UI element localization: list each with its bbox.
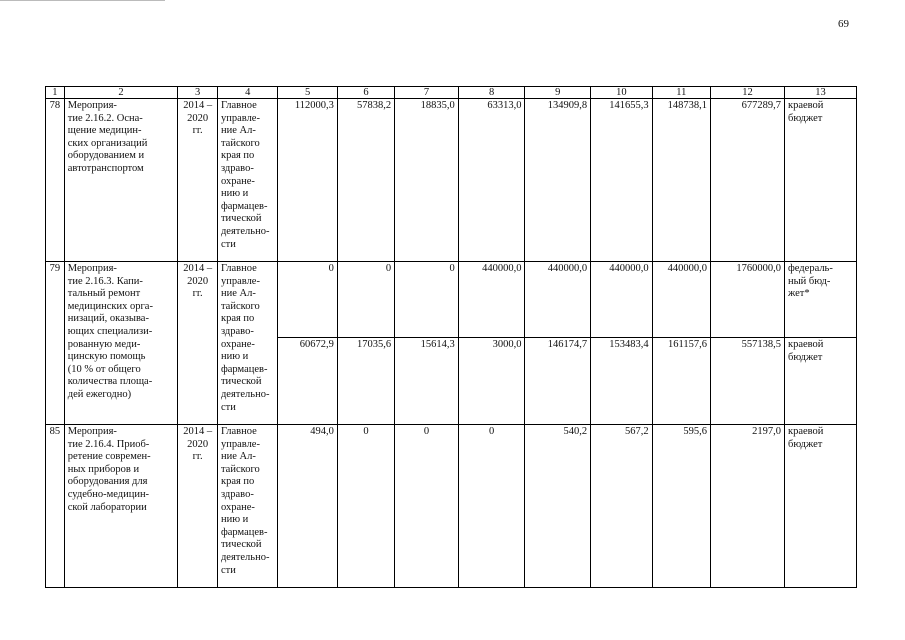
- value-cell: 0: [337, 262, 394, 338]
- value-cell: 141655,3: [591, 99, 653, 262]
- period: 2014 – 2020 гг.: [178, 425, 218, 588]
- column-header: 6: [337, 87, 394, 99]
- value-cell: 161157,6: [652, 338, 710, 425]
- value-cell: 57838,2: [337, 99, 394, 262]
- value-cell: 557138,5: [710, 338, 784, 425]
- row-id: 85: [46, 425, 65, 588]
- row-id: 78: [46, 99, 65, 262]
- funding-source: федераль- ный бюд- жет*: [784, 262, 856, 338]
- value-cell: 153483,4: [591, 338, 653, 425]
- value-cell: 0: [458, 425, 525, 588]
- column-header: 7: [395, 87, 459, 99]
- column-header: 9: [525, 87, 591, 99]
- value-cell: 0: [337, 425, 394, 588]
- column-header: 10: [591, 87, 653, 99]
- period: 2014 – 2020 гг.: [178, 262, 218, 425]
- row-id: 79: [46, 262, 65, 425]
- value-cell: 0: [395, 425, 459, 588]
- value-cell: 567,2: [591, 425, 653, 588]
- budget-table: [45, 86, 857, 588]
- value-cell: 60672,9: [278, 338, 337, 425]
- value-cell: 494,0: [278, 425, 337, 588]
- value-cell: 595,6: [652, 425, 710, 588]
- column-header: 2: [64, 87, 178, 99]
- value-cell: 3000,0: [458, 338, 525, 425]
- value-cell: 134909,8: [525, 99, 591, 262]
- page-number: 69: [838, 18, 849, 30]
- column-header: 12: [710, 87, 784, 99]
- table-row: [46, 425, 857, 588]
- value-cell: 440000,0: [652, 262, 710, 338]
- measure-name: Мероприя- тие 2.16.2. Осна- щение медицин- ских организаций оборудованием и автотранспортом: [64, 99, 178, 262]
- funding-source: краевой бюджет: [784, 338, 856, 425]
- column-header: 3: [178, 87, 218, 99]
- executor: Главное управле- ние Ал- тайского края по здраво- охране- нию и фармацев- тической деятельно- сти: [217, 425, 277, 588]
- executor: Главное управле- ние Ал- тайского края по здраво- охране- нию и фармацев- тической деятельно- сти: [217, 99, 277, 262]
- column-header: 11: [652, 87, 710, 99]
- value-cell: 677289,7: [710, 99, 784, 262]
- value-cell: 0: [395, 262, 459, 338]
- value-cell: 146174,7: [525, 338, 591, 425]
- value-cell: 440000,0: [591, 262, 653, 338]
- executor: Главное управле- ние Ал- тайского края по здраво- охране- нию и фармацев- тической деятельно- сти: [217, 262, 277, 425]
- measure-name: Мероприя- тие 2.16.4. Приоб- ретение современ- ных приборов и оборудования для судебно-медицин- ской лаборатории: [64, 425, 178, 588]
- value-cell: 63313,0: [458, 99, 525, 262]
- value-cell: 17035,6: [337, 338, 394, 425]
- column-header: 4: [217, 87, 277, 99]
- funding-source: краевой бюджет: [784, 425, 856, 588]
- table-row: [46, 99, 857, 262]
- value-cell: 148738,1: [652, 99, 710, 262]
- value-cell: 15614,3: [395, 338, 459, 425]
- column-header: 5: [278, 87, 337, 99]
- column-header: 13: [784, 87, 856, 99]
- value-cell: 112000,3: [278, 99, 337, 262]
- value-cell: 440000,0: [458, 262, 525, 338]
- value-cell: 540,2: [525, 425, 591, 588]
- measure-name: Мероприя- тие 2.16.3. Капи- тальный ремонт медицинских орга- низаций, оказыва- ющих специализи- рованную меди- цинскую помощь (10 % от общего количества площа- дей ежегодно): [64, 262, 178, 425]
- value-cell: 440000,0: [525, 262, 591, 338]
- scan-edge-mark: [0, 0, 165, 4]
- value-cell: 1760000,0: [710, 262, 784, 338]
- value-cell: 0: [278, 262, 337, 338]
- funding-source: краевой бюджет: [784, 99, 856, 262]
- column-number-row: [46, 87, 857, 99]
- period: 2014 – 2020 гг.: [178, 99, 218, 262]
- column-header: 8: [458, 87, 525, 99]
- table-row: [46, 262, 857, 338]
- value-cell: 18835,0: [395, 99, 459, 262]
- column-header: 1: [46, 87, 65, 99]
- value-cell: 2197,0: [710, 425, 784, 588]
